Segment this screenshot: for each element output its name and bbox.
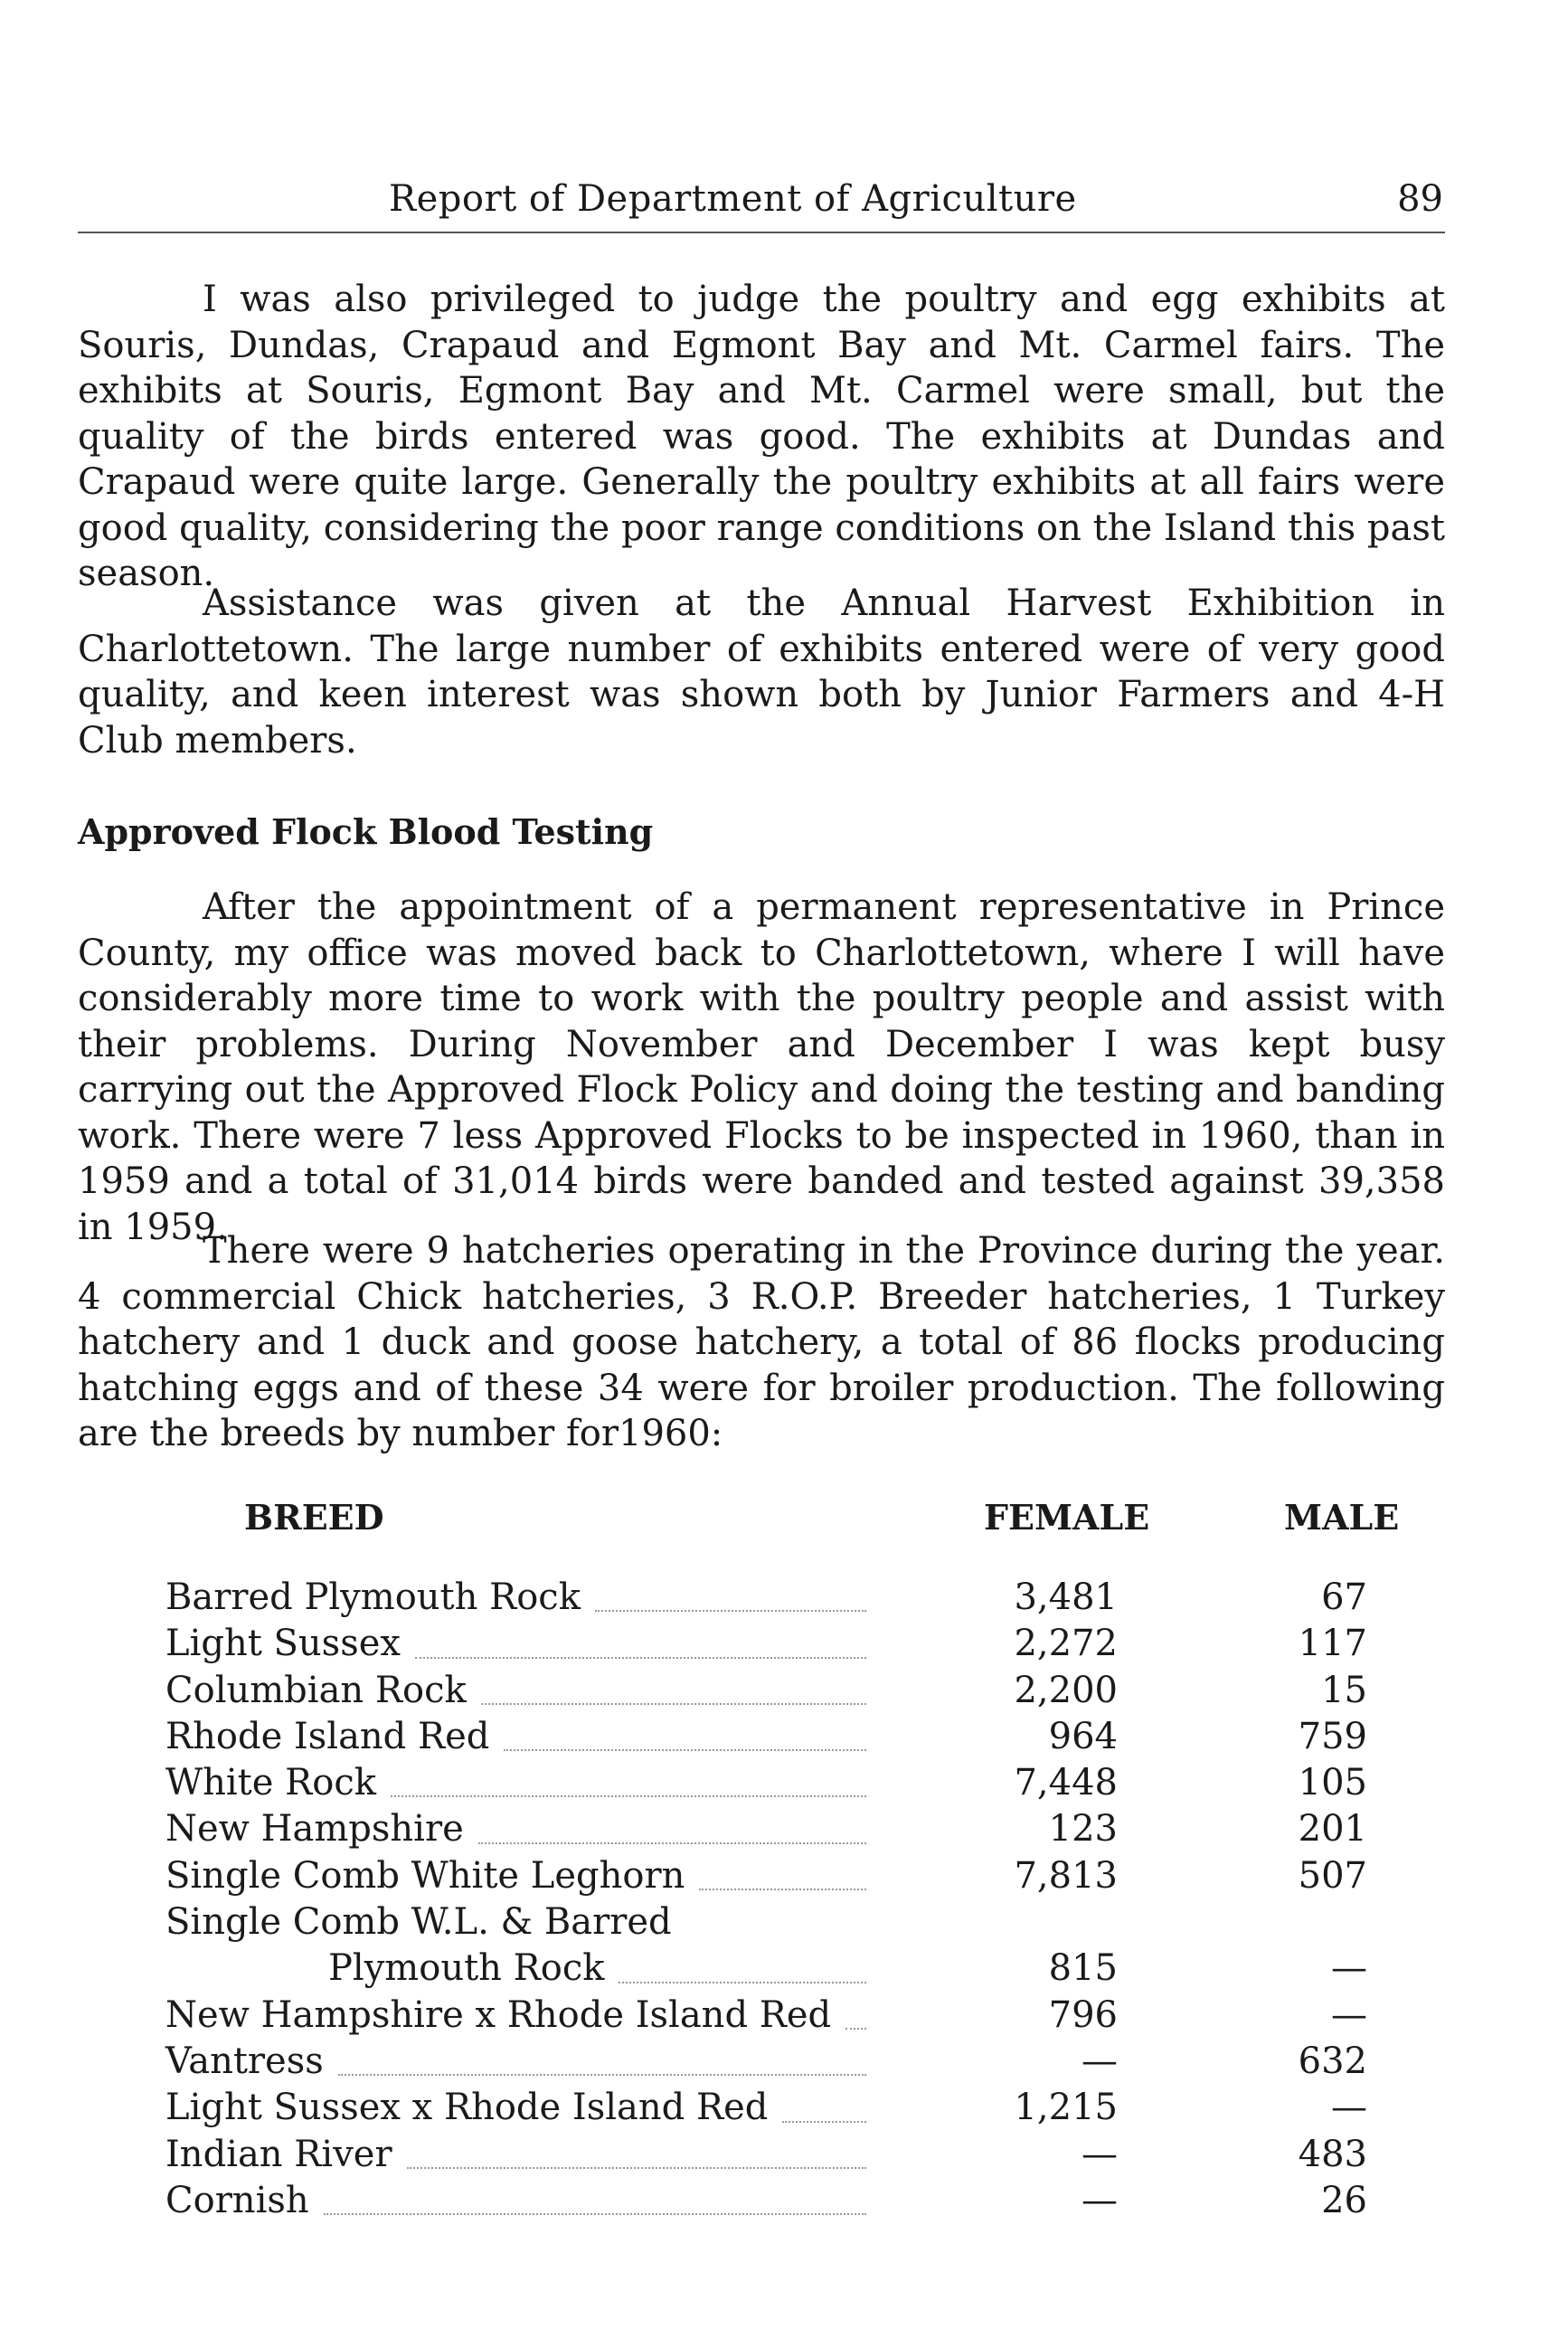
breed-cell [165,1853,866,1899]
dot-leader [481,1701,866,1705]
breed-name: Light Sussex x Rhode Island Red [165,2087,769,2129]
paragraph-harvest-exhibition: Assistance was given at the Annual Harvest Exhibition in Charlottetown. The large number of exhibits entered were of very good quality, and keen interest was shown both by Junior Farmers and 4-H Club members. [78,582,1445,762]
breed-cell [165,1993,866,2039]
female-count: 2,272 [1014,1623,1118,1665]
male-count: 26 [1321,2179,1367,2221]
male-count: 201 [1298,1808,1367,1851]
table-row [0,2039,1568,2085]
table-row [0,1668,1568,1714]
female-count: 7,813 [1014,1854,1118,1897]
table-row [0,1621,1568,1667]
paragraph-hatcheries: There were 9 hatcheries operating in the Province during the year. 4 commercial Chick hatcheries, 3 R.O.P. Breeder hatcheries, 1 Turkey hatchery and 1 duck and goose hatchery, a total of 86 flocks producing hatching eggs and of these 34 were for broiler production. The following are the breeds by number for1960: [78,1230,1445,1454]
dot-leader [699,1887,866,1890]
male-count: 507 [1298,1854,1367,1897]
female-count: 2,200 [1014,1669,1118,1711]
table-body [0,1575,1568,2224]
breed-cell [165,2039,866,2085]
table-row [0,1806,1568,1852]
breed-name: Barred Plymouth Rock [165,1576,581,1618]
breed-name-line1: Single Comb W.L. & Barred [165,1901,672,1944]
female-count: 815 [1048,1947,1118,1990]
running-head-title: Report of Department of Agriculture [389,178,1077,220]
dot-leader [478,1841,866,1844]
running-head [78,163,1443,235]
female-count: 3,481 [1014,1576,1118,1618]
table-header [0,1497,1568,1548]
breed-cell [165,2178,866,2224]
breed-name: Single Comb White Leghorn [165,1854,685,1897]
dot-leader [324,2211,866,2215]
male-count: 105 [1298,1762,1367,1804]
breed-name: New Hampshire x Rhode Island Red [165,1993,832,2036]
breed-cell [165,1621,866,1667]
header-female: FEMALE [984,1497,1150,1538]
paragraph-blood-testing: After the appointment of a permanent representative in Prince County, my office was moved back to Charlottetown, where I will have considerably more time to work with the poultry people and assist with their problems. During November and December I was kept busy carrying out the Approved Flock Policy and doing the testing and banding work. There were 7 less Approved Flocks to be inspected in 1960, than in 1959 and a total of 31,014 birds were banded and tested against 39,358 in 1959. [78,886,1445,1248]
table-row [0,2085,1568,2131]
female-count: — [1082,2040,1118,2082]
dot-leader [782,2119,866,2123]
breed-cell [165,2085,866,2131]
breed-name: Cornish [165,2179,309,2221]
male-count: — [1331,2087,1367,2129]
male-count: — [1331,1947,1367,1990]
male-count: 15 [1321,1669,1367,1711]
male-count: 67 [1321,1576,1367,1618]
table-row [0,2132,1568,2178]
female-count: 796 [1048,1993,1118,2036]
breed-name: Light Sussex [165,1623,401,1665]
table-row [0,1993,1568,2039]
table-row [0,1575,1568,1621]
breed-name-line2: Plymouth Rock [328,1947,605,1990]
male-count: 117 [1298,1623,1367,1665]
female-count: 123 [1048,1808,1118,1851]
header-male: MALE [1284,1497,1400,1538]
breed-name: Indian River [165,2133,392,2175]
dot-leader [619,1980,866,1983]
dot-leader [595,1608,866,1612]
breed-name: Rhode Island Red [165,1715,490,1757]
breed-name: Columbian Rock [165,1669,467,1711]
breed-cell [165,1899,866,1993]
page-number: 89 [1397,178,1443,220]
table-row [0,2178,1568,2224]
table-row [0,1899,1568,1993]
female-count: — [1082,2179,1118,2221]
dot-leader [338,2072,866,2076]
dot-leader [391,1794,866,1797]
dot-leader [504,1747,866,1751]
breed-cell [165,2132,866,2178]
breed-name: Vantress [165,2040,324,2082]
male-count: 483 [1298,2133,1367,2175]
male-count: 632 [1298,2040,1367,2082]
section-heading: Approved Flock Blood Testing [78,811,654,852]
female-count: 7,448 [1014,1762,1118,1804]
dot-leader [415,1655,866,1659]
dot-leader [407,2165,866,2169]
female-count: 964 [1048,1715,1118,1757]
male-count: 759 [1298,1715,1367,1757]
breed-cell [165,1714,866,1760]
breed-cell [165,1806,866,1852]
dot-leader [845,2026,866,2030]
breed-cell [165,1575,866,1621]
table-row [0,1760,1568,1806]
female-count: 1,215 [1014,2087,1118,2129]
header-rule [78,232,1445,233]
breed-cell [165,1668,866,1714]
breed-name: White Rock [165,1762,376,1804]
breed-cell [165,1760,866,1806]
paragraph-fair-judging: I was also privileged to judge the poultry and egg exhibits at Souris, Dundas, Crapaud and Egmont Bay and Mt. Carmel fairs. The exhibits at Souris, Egmont Bay and Mt. Carmel were small, but the quality of the birds entered was good. The exhibits at Dundas and Crapaud were quite large. Generally the poultry exhibits at all fairs were good quality, considering the poor range conditions on the Island this past season. [78,279,1445,594]
breed-name: New Hampshire [165,1808,464,1851]
male-count: — [1331,1993,1367,2036]
header-breed: BREED [244,1497,384,1538]
female-count: — [1082,2133,1118,2175]
table-row [0,1853,1568,1899]
table-row [0,1714,1568,1760]
